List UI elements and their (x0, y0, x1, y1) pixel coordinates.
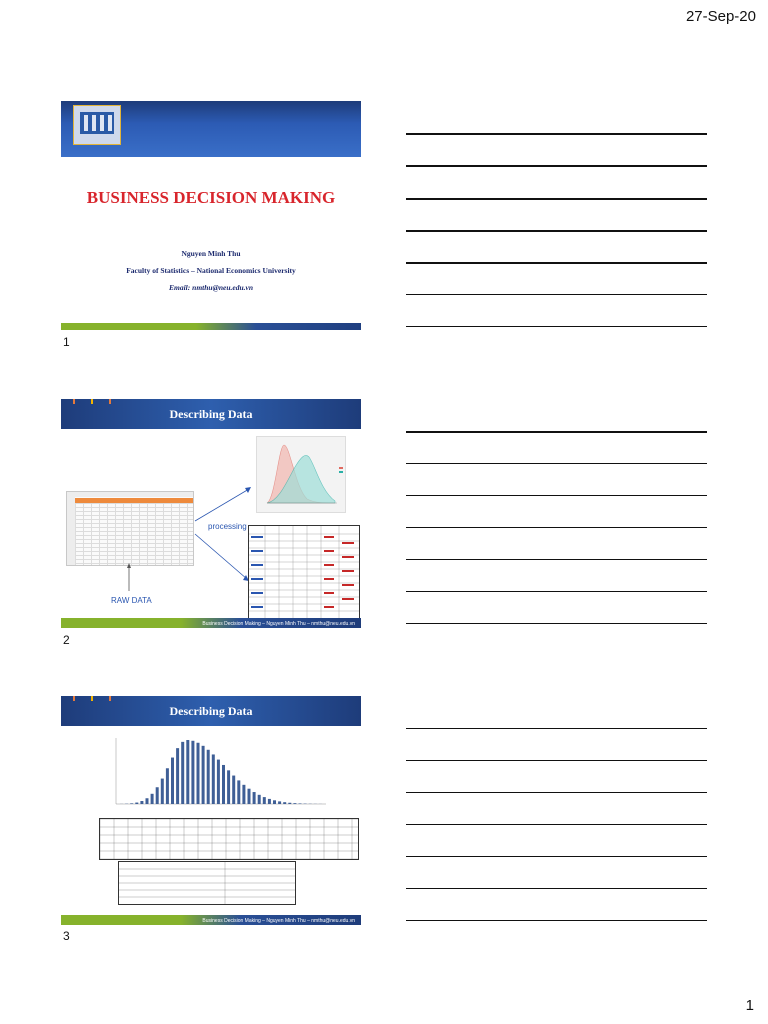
slide-number: 3 (63, 929, 70, 943)
slide-number: 1 (63, 335, 70, 349)
frequency-table (99, 818, 359, 860)
footer-bar (61, 323, 361, 330)
summary-table (248, 525, 360, 619)
slide-title: Describing Data (169, 407, 253, 421)
slide-footer-text: Business Decision Making – Nguyen Minh Thu – nmthu@neu.edu.vn (202, 621, 355, 627)
slide-3 (61, 696, 361, 925)
slide-2 (61, 399, 361, 628)
author-email: Email: nmthu@neu.edu.vn (169, 283, 253, 292)
slide-number: 2 (63, 633, 70, 647)
processing-label: processing (208, 522, 247, 531)
university-logo (73, 105, 121, 145)
score-distribution-chart (96, 734, 328, 814)
title-banner (61, 101, 361, 157)
statistics-table (118, 861, 296, 905)
slide-footer-text: Business Decision Making – Nguyen Minh Thu – nmthu@neu.edu.vn (202, 918, 355, 924)
raw-data-label: RAW DATA (111, 596, 152, 605)
author-faculty: Faculty of Statistics – National Economics University (126, 266, 296, 275)
page-number: 1 (745, 997, 754, 1014)
presentation-title: BUSINESS DECISION MAKING (86, 188, 336, 207)
density-plot (256, 436, 346, 513)
slide-1 (61, 101, 361, 330)
slide-title: Describing Data (169, 704, 253, 718)
author-name: Nguyen Minh Thu (181, 249, 241, 258)
header-date: 27-Sep-20 (685, 8, 756, 25)
